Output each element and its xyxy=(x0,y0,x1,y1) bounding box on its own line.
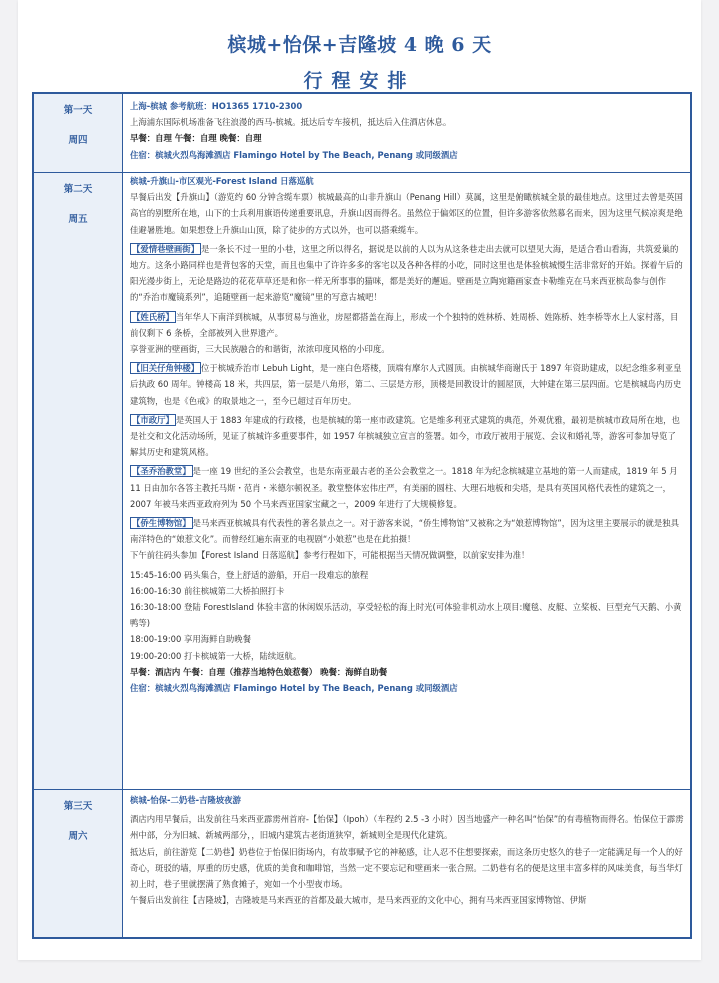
itinerary-table xyxy=(32,92,692,939)
schedule-item: 15:45-16:00 码头集合，登上舒适的游船，开启一段难忘的旅程 xyxy=(130,569,369,580)
schedule-item: 18:00-19:00 享用海鲜自助晚餐 xyxy=(130,634,251,645)
paragraph: 抵达后，前往游览【二奶巷】奶巷位于怡保旧街场内，有故事赋予它的神秘感，让人忍不住想要探索，而这条历史悠久的巷子一定能满足每一个人的好奇心，斑驳的墙，厚重的历史感，优质的美食和咖啡馆，当然一定不要忘记和壁画来一张合照。二奶巷有名的便是这里丰富多样的风味美食，每当华灯初上时，巷子里就摆满了熟食摊子，宛如一个小型夜市场。 xyxy=(130,846,683,890)
paragraph: 下午前往码头参加【Forest Island 日落巡航】参考行程如下，可能根据当天情况做调整，以前家安排为准！ xyxy=(130,550,530,561)
day-cell xyxy=(34,790,123,937)
schedule-item: 19:00-20:00 打卡槟城第一大桥，陆续返航。 xyxy=(130,650,302,661)
paragraph: 早餐后出发【升旗山】（游览约 60 分钟含缆车票）槟城最高的山非升旗山（Penang Hill）莫属，这里是俯瞰槟城全景的最佳地点。这里过去曾是英国高官的别墅所在地，山下的士兵利用旗语传递重要讯息，升旗山因而得名。虽然位于偏郊区的位置，但许多游客依然慕名而来，因为这里气候凉爽是绝佳避暑胜地。如果想登上升旗山山顶，除了徒步的方式以外，也可以搭乘缆车。 xyxy=(130,192,683,235)
day-label: 第二天 xyxy=(63,184,93,195)
weekday-label: 周四 xyxy=(68,135,88,146)
attraction-label: 【爱情巷壁画街】 xyxy=(132,243,199,254)
attraction-label: 【姓氏桥】 xyxy=(132,311,174,322)
day-row xyxy=(34,173,690,790)
day-content xyxy=(130,792,684,908)
hotel-line: 住宿：槟城火烈鸟海滩酒店 Flamingo Hotel by The Beach, Penang 或同级酒店 xyxy=(130,683,458,694)
paragraph: 【市政厅】 是英国人于 1883 年建成的行政楼，也是槟城的第一座市政建筑。它是维多利亚式建筑的典范，外观优雅，最初是槟城市政局所在地，也是社交和文化活动场所，见证了槟城许多重要事件，如 1957 年槟城独立宣言的签署。如今，市政厅被用于展览、会议和婚礼等，游客可参加导览了解其历史和建筑风格。 xyxy=(130,414,680,458)
route-line: 槟城-怡保-二奶巷-吉隆坡夜游 xyxy=(130,795,241,805)
paragraph: 午餐后出发前往【吉隆坡】，吉隆坡是马来西亚的首都及最大城市，是马来西亚的文化中心，拥有马来西亚国家博物馆、伊斯 xyxy=(130,895,587,906)
day-cell xyxy=(34,94,123,172)
paragraph: 【侨生博物馆】 是马来西亚槟城具有代表性的著名景点之一。对于游客来说，“侨生博物馆”又被称之为“娘惹博物馆”，因为这里主要展示的就是独具南洋特色的“娘惹文化”。而曾经红遍东南亚的电视剧“小娘惹”也是在此拍摄！ xyxy=(130,518,679,545)
attraction-label: 【侨生博物馆】 xyxy=(132,518,191,529)
day-row xyxy=(34,94,690,173)
day-cell xyxy=(34,173,123,789)
hotel-line: 住宿：槟城火烈鸟海滩酒店 Flamingo Hotel by The Beach, Penang 或同级酒店 xyxy=(130,149,458,160)
meals-line: 早餐：酒店内 午餐：自理（推荐当地特色娘惹餐） 晚餐：海鲜自助餐 xyxy=(130,666,388,677)
weekday-label: 周五 xyxy=(68,214,88,225)
route-line: 槟城-升旗山-市区观光-Forest Island 日落巡航 xyxy=(130,176,314,186)
paragraph: 酒店内用早餐后，出发前往马来西亚霹雳州首府-【怡保】（Ipoh）（车程约 2.5 -3 小时）因当地盛产一种名叫“怡保”的有毒植物而得名。怡保位于霹雳州中部，分为旧城、新城两部分，，旧城内建筑古老街道狭窄，新城则全是现代化建筑。 xyxy=(130,814,684,841)
attraction-label: 【圣乔治教堂】 xyxy=(132,466,191,477)
weekday-label: 周六 xyxy=(68,831,88,842)
attraction-label: 【市政厅】 xyxy=(132,414,174,425)
paragraph: 享誉亚洲的壁画街，三大民族融合的和谐街，浓浓印度风格的小印度。 xyxy=(130,344,390,355)
day-row xyxy=(34,790,690,937)
meals-line: 早餐：自理 午餐：自理 晚餐：自理 xyxy=(130,133,262,144)
paragraph: 【爱情巷壁画街】 是一条长不过一里的小巷，这里之所以得名，据说是以前的人以为从这条巷走出去就可以望见大海，是适合看山看海，共筑爱巢的地方。这条小路同样也是背包客的天堂，而且也集中了许许多多的客宅以及各种各样的小吃，同时这里也是体验槟城慢生活非常好的开始。探着午后的阳光漫步街上，无论是路边的花花草草还是和你一样无所事事的猫咪，都是美好的邂逅。壁画是立陶宛籍画家查卡勒维克在马来西亚槟岛参与创作的“乔治市魔镜系列”，追随壁画一起来游览“魔镜”里的写意古城吧！ xyxy=(130,243,683,303)
description: 上海浦东国际机场准备飞往浪漫的西马-槟城。抵达后专车接机，抵达后入住酒店休息。 xyxy=(130,117,452,128)
schedule-item: 16:30-18:00 登陆 ForestIsland 体验丰富的休闲娱乐活动，享受轻松的海上时光(可体验非机动水上项目:魔毯、皮艇、立桨板、巨型充气天鹅、小黄鸭等) xyxy=(130,602,682,629)
itinerary-page xyxy=(18,0,701,960)
route-line: 上海-槟城 参考航班：HO1365 1710-2300 xyxy=(130,101,303,111)
page-subtitle: 行程安排 xyxy=(303,70,416,92)
paragraph: 【姓氏桥】 当年华人下南洋到槟城，从事贸易与渔业，房屋都搭盖在海上，形成一个个独特的姓林桥、姓周桥、姓陈桥、姓李桥等水上人家村落，目前仅剩下 6 条桥，全部被列入世界遗产。 xyxy=(130,311,679,338)
day-content xyxy=(130,173,684,696)
attraction-label: 【旧关仔角钟楼】 xyxy=(132,363,199,374)
day-label: 第一天 xyxy=(63,105,93,116)
day-label: 第三天 xyxy=(63,801,93,812)
paragraph: 【旧关仔角钟楼】 位于槟城乔治市 Lebuh Light，是一座白色塔楼，顶端有摩尔人式圆顶。由槟城华商谢氏于 1897 年资助建成，以纪念维多利亚皇后执政 60 周年。钟楼高 18 米，共四层，第一层是八角形，第二、三层是方形，顶楼是回教设计的圆屋顶，大钟建在第三层四面。它是槟城岛内历史建筑物，也是《色戒》的取景地之一，至今已超过百年历史。 xyxy=(130,363,682,406)
schedule-item: 16:00-16:30 前往槟城第二大桥拍照打卡 xyxy=(130,585,285,596)
paragraph: 【圣乔治教堂】 是一座 19 世纪的圣公会教堂，也是东南亚最古老的圣公会教堂之一。1818 年为纪念槟城建立基地的第一人而建成，1819 年 5 月 11 日由加尔各答主教托马斯・范肖・米德尔顿祝圣。教堂整体宏伟庄严，有美丽的圆柱、大理石地板和尖塔，是具有英国风格代表性的建筑之一，2007 年被马来西亚政府列为 50 个马来西亚国家宝藏之一，2009 年进行了大规模修复。 xyxy=(130,466,678,509)
day-content xyxy=(130,98,684,163)
page-title: 槟城+怡保+吉隆坡 4 晚 6 天 xyxy=(227,34,492,56)
